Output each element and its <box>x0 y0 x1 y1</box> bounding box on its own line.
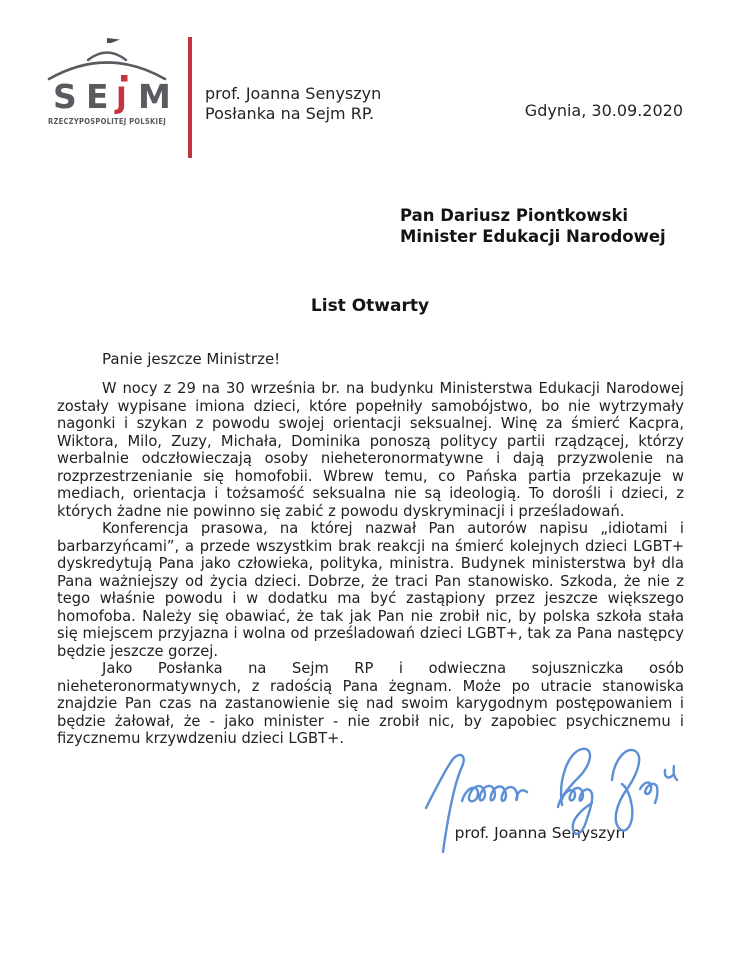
sender-title: Posłanka na Sejm RP. <box>205 104 375 123</box>
recipient-name: Pan Dariusz Piontkowski <box>400 206 629 225</box>
sender-block <box>205 84 381 124</box>
paragraph-3: Jako Posłanka na Sejm RP i odwieczna sojuszniczka osób nieheteronormatywnych, z radością Pana żegnam. Może po utracie stanowiska znajdzie Pan czas na zastanowienie się nad swoim karygodnym postępowaniem i będzie żałował, że - jako minister - nie zrobił nic, by zapobiec psychicznemu i fizycznemu krzywdzeniu dzieci LGBT+. <box>57 660 684 747</box>
paragraph-2: Konferencja prasowa, na której nazwał Pan autorów napisu „idiotami i barbarzyńcami”, a przede wszystkim brak reakcji na śmierć kolejnych dzieci LGBT+ dyskredytują Pana jako człowieka, polityka, ministra. Budynek ministerstwa był dla Pana ważniejszy od życia dzieci. Dobrze, że traci Pan stanowisko. Szkoda, że nie z tego właśnie powodu i w dodatku ma być zastąpiony przez jeszcze większego homofoba. Należy się obawiać, że tak jak Pan nie zrobił nic, by polska szkoła stała się miejscem przyjazna i wolna od prześladowań dzieci LGBT+, tak za Pana następcy będzie jeszcze gorzej. <box>57 520 684 660</box>
signature-script <box>416 740 690 862</box>
paragraph-1: W nocy z 29 na 30 września br. na budynku Ministerstwa Edukacji Narodowej zostały wypisane imiona dzieci, które popełniły samobójstwo, bo nie wytrzymały nagonki i szykan z powodu swojej orientacji seksualnej. Winę za śmierć Kacpra, Wiktora, Milo, Zuzy, Michała, Dominika ponoszą politycy partii rządzącej, którzy werbalnie odczłowieczają osoby nieheteronormatywne i dają przyzwolenie na rozprzestrzenianie się homofobii. Wbrew temu, co Pańska partia przekazuje w mediach, orientacja i tożsamość seksualna nie są ideologią. To dorośli i dzieci, z których żadne nie powinno się zabić z powodu dyskryminacji i prześladowań. <box>57 380 684 520</box>
dateline: Gdynia, 30.09.2020 <box>524 101 683 120</box>
logo-letters <box>53 75 171 116</box>
recipient-role: Minister Edukacji Narodowej <box>400 227 666 246</box>
sender-name: prof. Joanna Senyszyn <box>205 84 382 103</box>
logo-letter-e: E <box>86 77 109 116</box>
salutation: Panie jeszcze Ministrze! <box>102 350 281 368</box>
sejm-logo <box>42 34 172 134</box>
letterhead-divider <box>188 37 192 158</box>
signature-typed-name: prof. Joanna Senyszyn <box>454 824 626 842</box>
letter-title: List Otwarty <box>310 296 430 316</box>
dome-icon <box>49 38 165 79</box>
logo-letter-s: S <box>53 77 77 116</box>
logo-letter-j: J <box>116 81 127 115</box>
flag-icon <box>107 38 120 49</box>
recipient-block <box>400 205 666 247</box>
letter-body <box>57 380 684 748</box>
logo-letter-m: M <box>138 77 171 116</box>
logo-subtitle: RZECZYPOSPOLITEJ POLSKIEJ <box>48 117 166 126</box>
